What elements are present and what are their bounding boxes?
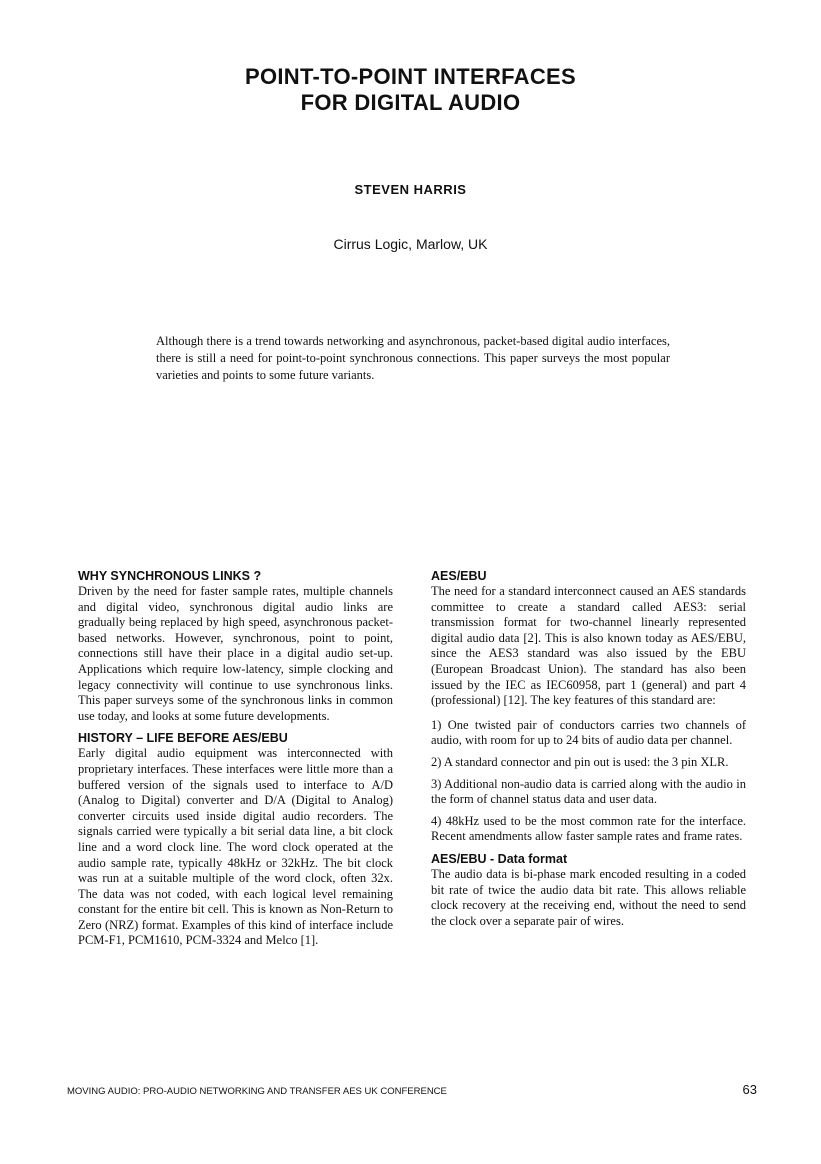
list-item: 4) 48kHz used to be the most common rate for the interface. Recent amendments allow faster sample rates and frame rates. [431,813,746,844]
page-number: 63 [742,1082,757,1097]
paper-title [0,64,821,116]
section-text-why-synchronous: Driven by the need for faster sample rates, multiple channels and digital video, synchronous digital audio links are gradually being replaced by high speed, asynchronous packet-based networks. However, synchronous, point to point, connections still have their place in a digital audio set-up. Applications which require low-latency, simple clocking and legacy connectivity will continue to use synchronous links. This paper surveys some of the synchronous links in common use today, and looks at some future developments. [78,584,393,723]
page-footer [67,1082,757,1097]
list-item: 1) One twisted pair of conductors carries two channels of audio, with room for up to 24 bits of audio data per channel. [431,717,746,748]
section-text-aes-ebu: The need for a standard interconnect caused an AES standards committee to create a standard called AES3: serial transmission format for two-channel linearly represented digital audio data [2]. This is also known today as AES/EBU, since the AES3 standard was also issued by the EBU (European Broadcast Union). The standard has also been issued by the IEC as IEC60958, part 1 (general) and part 4 (professional) [12]. The key features of this standard are: [431,584,746,708]
author-name: STEVEN HARRIS [354,182,467,197]
section-heading-data-format: AES/EBU - Data format [431,851,568,866]
author-affiliation: Cirrus Logic, Marlow, UK [333,236,488,252]
title-line-2: FOR DIGITAL AUDIO [300,90,521,115]
section-heading-why-synchronous: WHY SYNCHRONOUS LINKS ? [78,569,262,583]
section-text-data-format: The audio data is bi-phase mark encoded resulting in a coded bit rate of twice the audio data bit rate. This allows reliable clock recovery at the receiving end, without the need to send the clock over a separate pair of wires. [431,866,746,928]
list-item: 2) A standard connector and pin out is used: the 3 pin XLR. [431,754,729,769]
list-item: 3) Additional non-audio data is carried along with the audio in the form of channel status data and user data. [431,776,746,807]
feature-list [431,718,746,845]
section-text-history: Early digital audio equipment was interconnected with proprietary interfaces. These interfaces were little more than a buffered version of the signals used to interface to A/D (Analog to Digital) converter and D/A (Digital to Analog) converter circuits used inside digital audio recorders. The signals carried were typically a bit serial data line, a bit clock line and a word clock line. The word clock operated at the audio sample rate, typically 48kHz or 32kHz. The bit clock was run at a suitable multiple of the word clock, often 32x. The data was not coded, with each logical level remaining constant for the entire bit cell. This is known as Non-Return to Zero (NRZ) format. Examples of this kind of interface include PCM-F1, PCM1610, PCM-3324 and Melco [1]. [78,746,393,948]
footer-conference: MOVING AUDIO: PRO-AUDIO NETWORKING AND TRANSFER AES UK CONFERENCE [67,1086,447,1097]
section-heading-aes-ebu: AES/EBU [431,569,487,583]
title-line-1: POINT-TO-POINT INTERFACES [244,64,576,89]
right-column [431,568,746,929]
abstract: Although there is a trend towards networking and asynchronous, packet-based digital audio interfaces, there is still a need for point-to-point synchronous connections. This paper surveys the most popular varieties and points to some future variants. [156,334,670,382]
left-column [78,568,393,949]
section-heading-history: HISTORY – LIFE BEFORE AES/EBU [78,731,288,746]
